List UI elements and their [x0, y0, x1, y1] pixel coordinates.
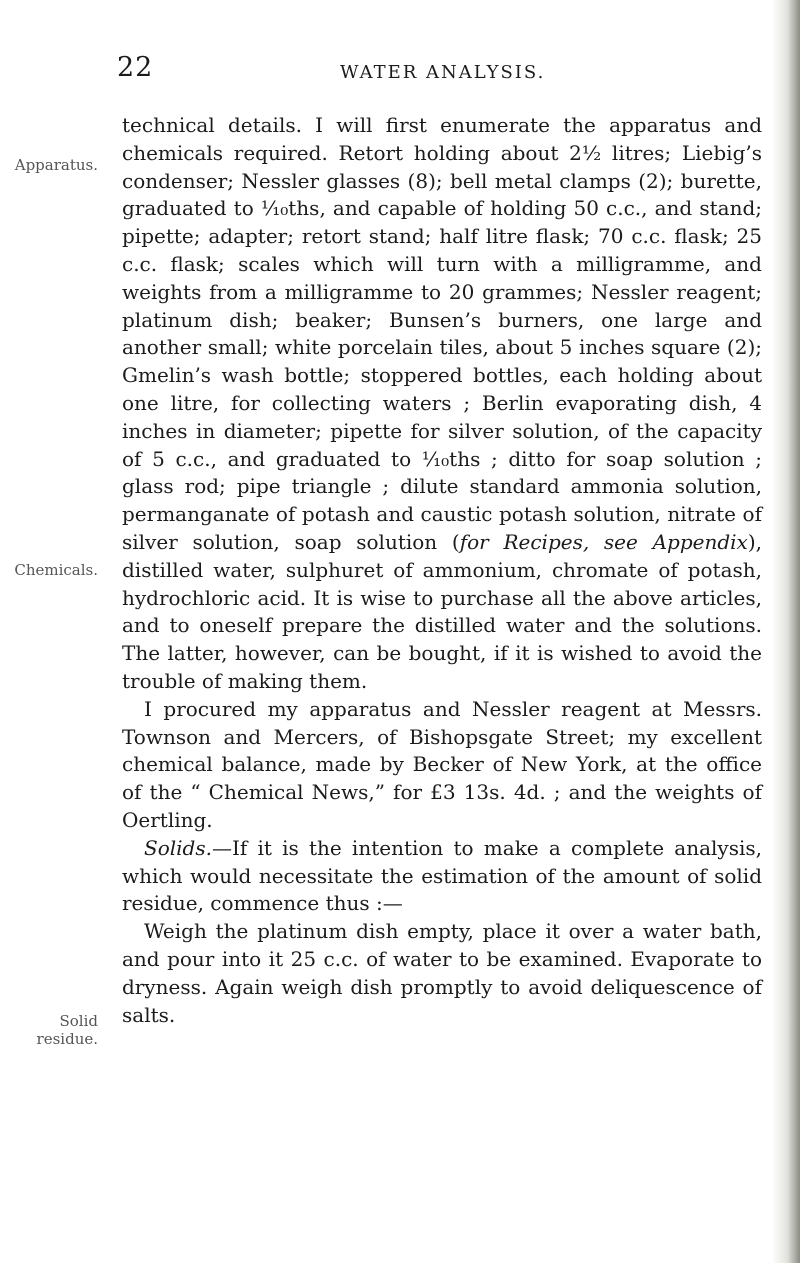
paragraph-apparatus-list — [122, 112, 762, 696]
paragraph-suppliers: I procured my apparatus and Nessler reagent at Messrs. Townson and Mercers, of Bishopsgate Street; my excellent chemical balance, made by Becker of New York, at the office of the “ Chemical News,” for £3 13s. 4d. ; and the weights of Oertling. — [122, 696, 762, 832]
paragraph-solids-text: —If it is the intention to make a complete analysis, which would necessitate the estimation of the amount of solid residue, commence thus :— — [122, 835, 762, 916]
paragraph-apparatus-tail: ), distilled water, sulphuret of ammonium, chromate of potash, hydrochloric acid. It is wise to purchase all the above articles, and to oneself prepare the distilled water and the solutions. The latter, however, can be bought, if it is wished to avoid the trouble of making them. — [122, 529, 762, 693]
margin-note-solid-line2: residue. — [36, 1030, 98, 1048]
paragraph-weigh-dish: Weigh the platinum dish empty, place it over a water bath, and pour into it 25 c.c. of water to be examined. Evaporate to dryness. Again weigh dish promptly to avoid deliquescence of salts. — [122, 919, 762, 1027]
page-header — [0, 52, 800, 92]
running-title: WATER ANALYSIS. — [340, 62, 546, 83]
paragraph-apparatus-text: technical details. I will first enumerate the apparatus and chemicals required. Retort holding about 2½ litres; Liebig’s condenser; Nessler glasses (8); bell metal clamps (2); burette, graduated to ¹⁄₁₀ths, and capable of holding 50 c.c., and stand; pipette; adapter; retort stand; half litre flask; 70 c.c. flask; 25 c.c. flask; scales which will turn with a milligramme, and weights from a milligramme to 20 grammes; Nessler reagent; platinum dish; beaker; Bunsen’s burners, one large and another small; white porcelain tiles, about 5 inches square (2); Gmelin’s wash bottle; stoppered bottles, each holding about one litre, for collecting waters ; Berlin evaporating dish, 4 inches in diameter; pipette for silver solution, of the capacity of 5 c.c., and graduated to ¹⁄₁₀ths ; ditto for soap solution ; glass rod; pipe triangle ; dilute standard ammonia solution, permanganate of potash and caustic potash solution, nitrate of silver solution, soap solution ( — [122, 113, 762, 554]
margin-note-solid-residue — [0, 1012, 98, 1048]
paragraph-solids — [122, 835, 762, 918]
scan-edge-shadow — [772, 0, 800, 1263]
margin-note-apparatus: Apparatus. — [14, 156, 98, 174]
margin-note-solid-line1: Solid — [59, 1012, 98, 1030]
recipes-reference: for Recipes, see Appendix — [459, 529, 748, 554]
margin-note-chemicals: Chemicals. — [14, 561, 98, 579]
page-number: 22 — [117, 52, 154, 83]
solids-heading: Solids. — [144, 835, 212, 860]
body-text — [122, 112, 762, 1029]
